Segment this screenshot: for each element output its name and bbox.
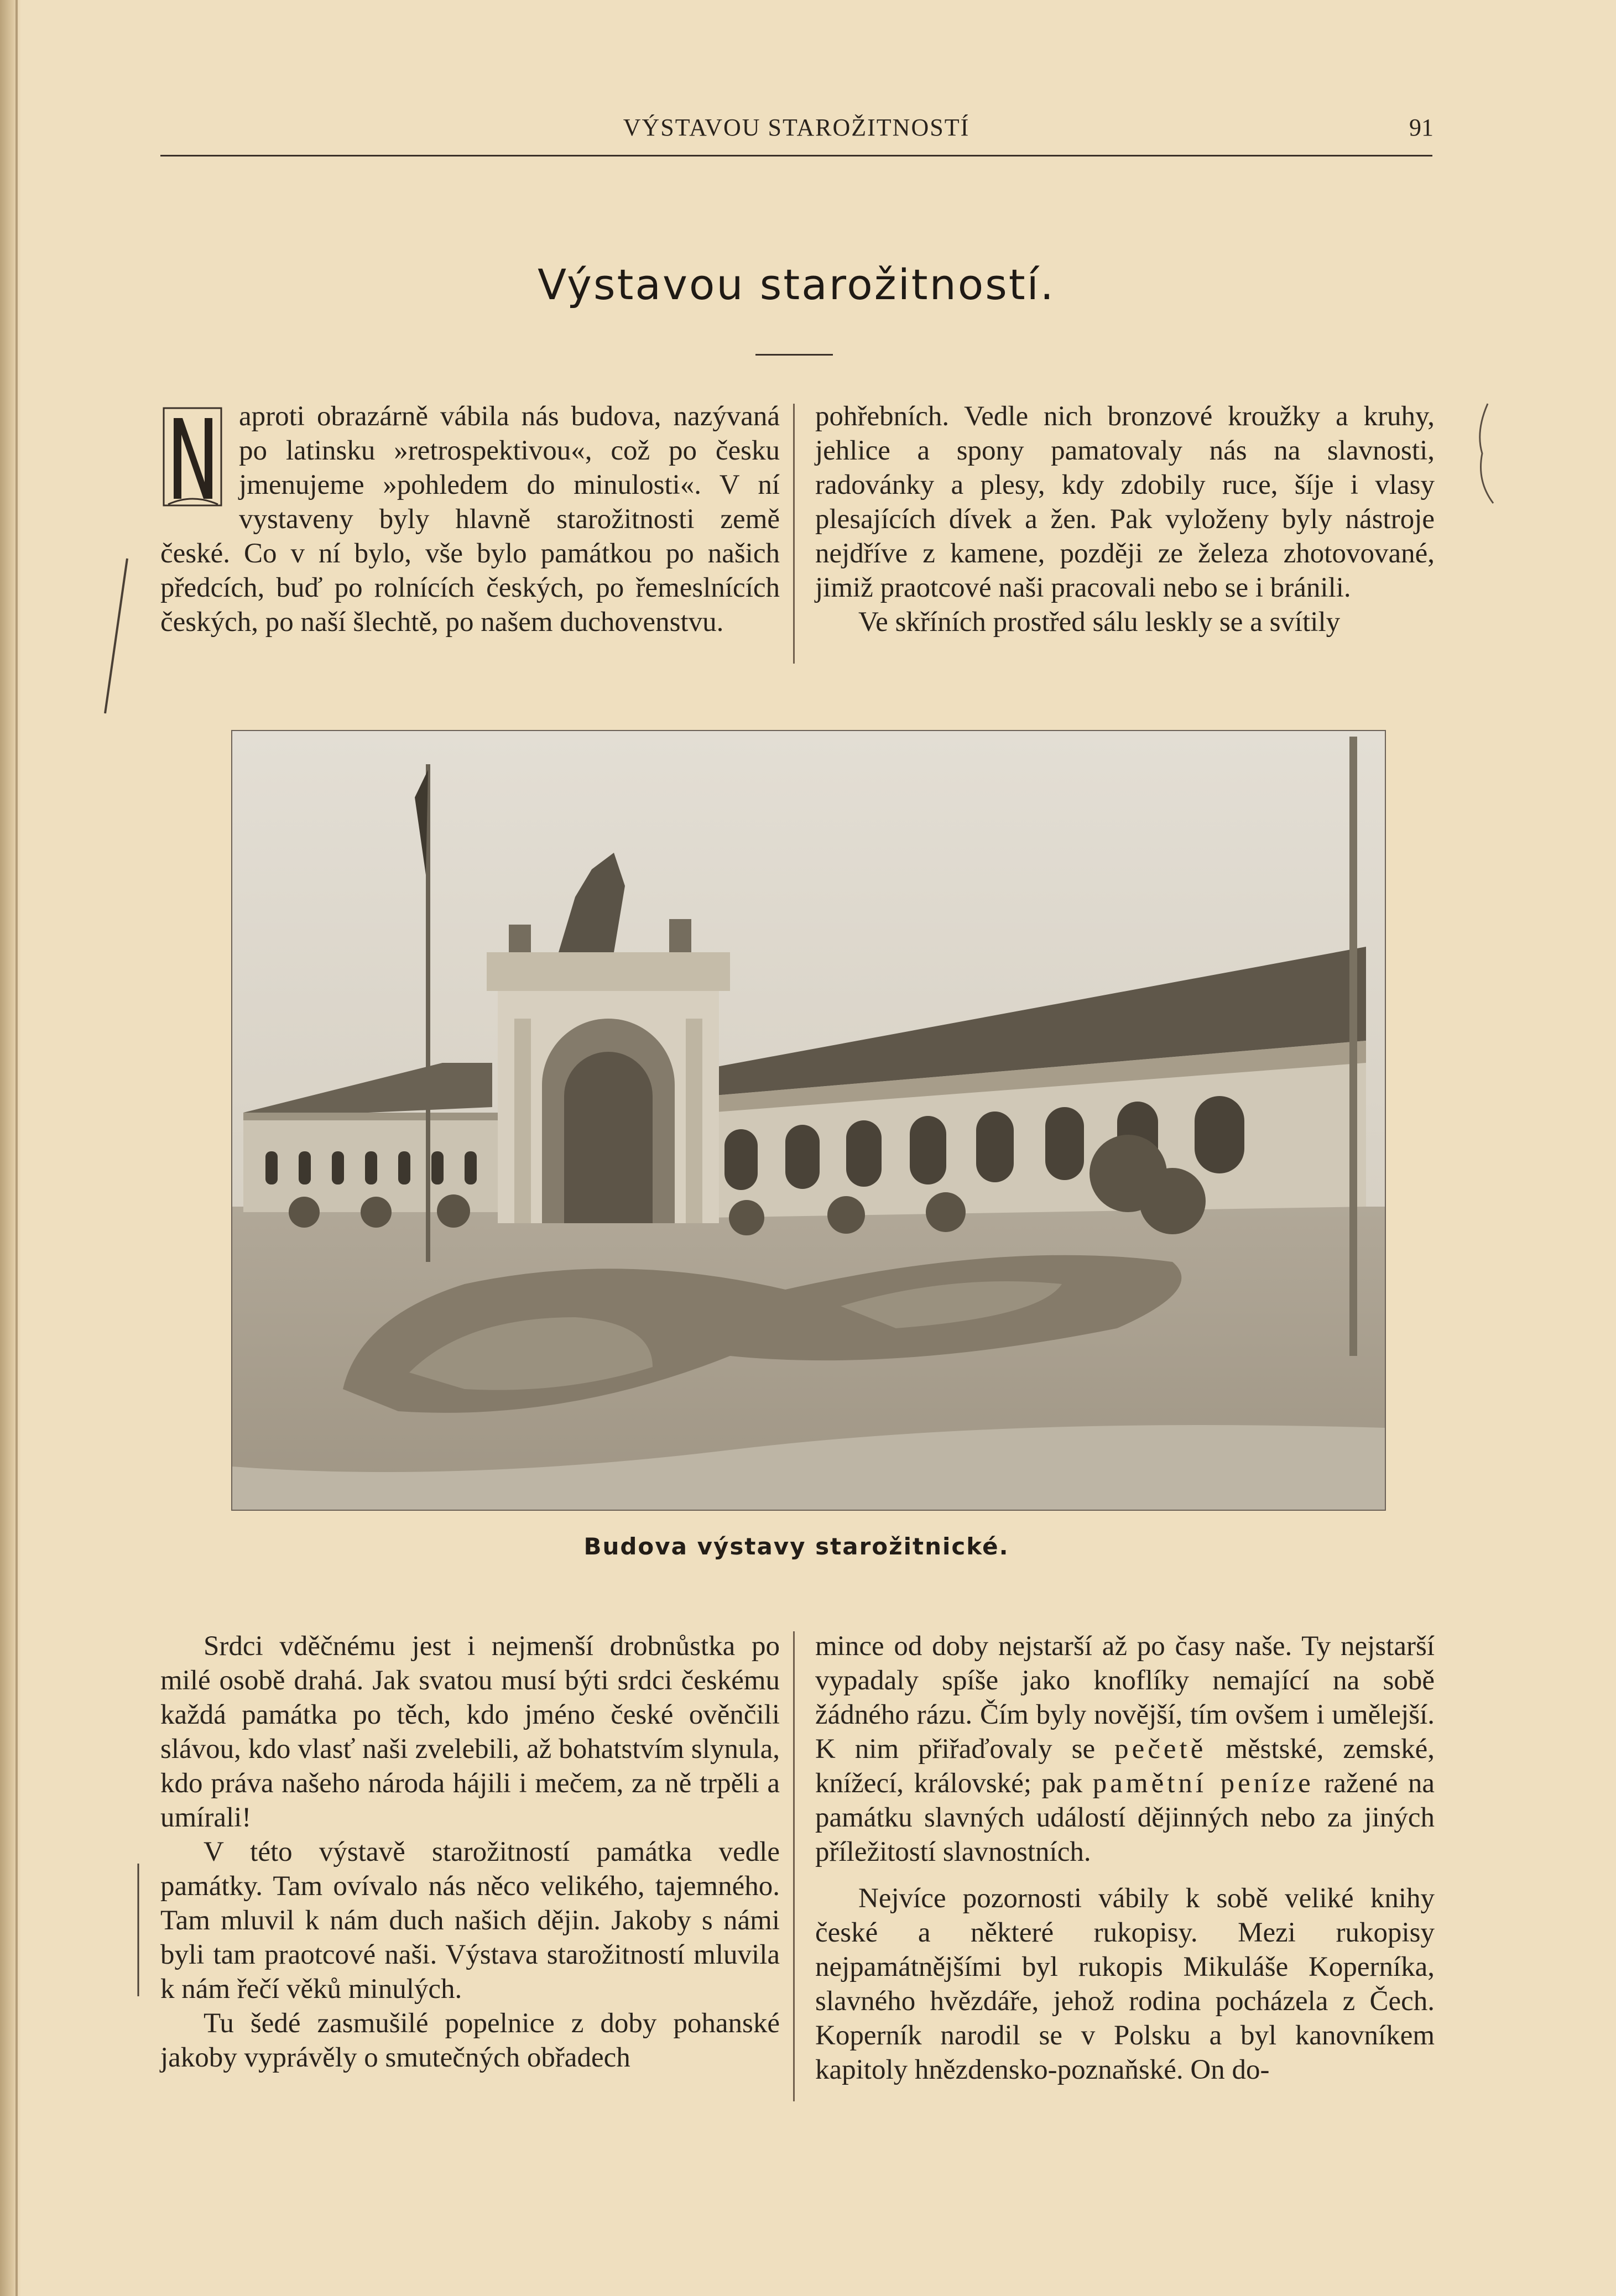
intro-left-text: aproti obrazárně vábila nás budova, nazývaná po latinsku »retrospektivou«, což po česku jmenujeme »pohledem do minulosti«. V ní vystaveny byly hlavně starožitnosti země české. Co v ní bylo, vše bylo památkou po našich předcích, buď po rolnících českých, po řemeslnících českých, po naší šlechtě, po našem duchovenstvu. xyxy=(160,401,780,638)
pencil-mark-left xyxy=(100,553,133,719)
binding-spine xyxy=(15,0,18,2296)
article-title: Výstavou starožitností. xyxy=(538,260,1055,309)
running-head xyxy=(160,113,1432,158)
header-rule xyxy=(160,155,1432,156)
exhibition-building-illustration xyxy=(232,731,1385,1510)
dropcap-letter xyxy=(160,405,225,509)
spaced-term-seals: pečetě xyxy=(1114,1734,1207,1765)
figure-caption: Budova výstavy starožitnické. xyxy=(583,1533,1009,1560)
lower-right-text-c: ražené na památku slavných událostí dějinných nebo za jiných příležitostí slavnostních. xyxy=(815,1768,1435,1867)
dropcap xyxy=(160,405,225,509)
lower-left-paragraph-2: V této výstavě starožitností památka vedle památky. Tam ovívalo nás něco velikého, tajemného. Tam mluvil k nám duch našich dějin. Jakoby s námi byli tam praotcové naši. Výstava starožitností mluvila k nám řečí věků minulých. xyxy=(160,1836,780,2005)
lower-right-text-b: městské, zemské, knížecí, královské; pak xyxy=(815,1734,1435,1799)
intro-right-paragraph-2: Ve skříních prostřed sálu leskly se a svítily xyxy=(858,607,1341,638)
lower-right-text-a: mince od doby nejstarší až po časy naše. Ty nejstarší vypadaly spíše jako knoflíky nemající na sobě žádného rázu. Čím byly novější, tím ovšem i umělejší. K nim přiřaďovaly se xyxy=(815,1631,1435,1765)
lower-right-paragraph-1 xyxy=(815,1629,1435,1869)
title-rule xyxy=(755,354,833,356)
running-title: VÝSTAVOU STAROŽITNOSTÍ xyxy=(623,114,970,141)
lower-left-paragraph-3: Tu šedé zasmušilé popelnice z doby pohanské jakoby vyprávěly o smutečných obřadech xyxy=(160,2008,780,2073)
page-number: 91 xyxy=(1409,114,1433,141)
intro-right-column xyxy=(815,399,1435,639)
lower-left-column xyxy=(160,1629,780,2075)
pencil-bracket-right xyxy=(1471,398,1504,509)
page-edge xyxy=(0,0,21,2296)
building-photograph xyxy=(231,730,1386,1511)
column-divider-bottom xyxy=(793,1631,795,2101)
spaced-term-medals: pamětní peníze xyxy=(1092,1768,1314,1799)
lower-right-column xyxy=(815,1629,1435,2087)
intro-right-paragraph-1: pohřebních. Vedle nich bronzové kroužky a kruhy, jehlice a spony pamatovaly nás na slavnosti, radovánky a plesy, kdy zdobily ruce, šíje i vlasy plesajících dívek a žen. Pak vyloženy byly nástroje nejdříve z kamene, později ze železa zhotovované, jimiž praotcové naši pracovali nebo se i bránili. xyxy=(815,401,1435,603)
pencil-mark-lower-left xyxy=(127,1858,149,2002)
lower-right-paragraph-2: Nejvíce pozornosti vábily k sobě veliké knihy české a některé rukopisy. Mezi rukopisy nejpamátnějšími byl rukopis Mikuláše Koperníka, slavného hvězdáře, jehož rodina pocházela z Čech. Koperník narodil se v Polsku a byl kanovníkem kapitoly hnězdensko-poznaňské. On do- xyxy=(815,1883,1435,2085)
intro-left-column xyxy=(160,399,780,639)
lower-left-paragraph-1: Srdci vděčnému jest i nejmenší drobnůstka po milé osobě drahá. Jak svatou musí býti srdci českému každá památka po těch, kdo jméno české ověnčili slávou, kdo vlasť naši zvelebili, až bohatstvím slynula, kdo práva našeho národa hájili i mečem, za ně trpěli a umírali! xyxy=(160,1631,780,1833)
column-divider-top xyxy=(793,404,795,664)
